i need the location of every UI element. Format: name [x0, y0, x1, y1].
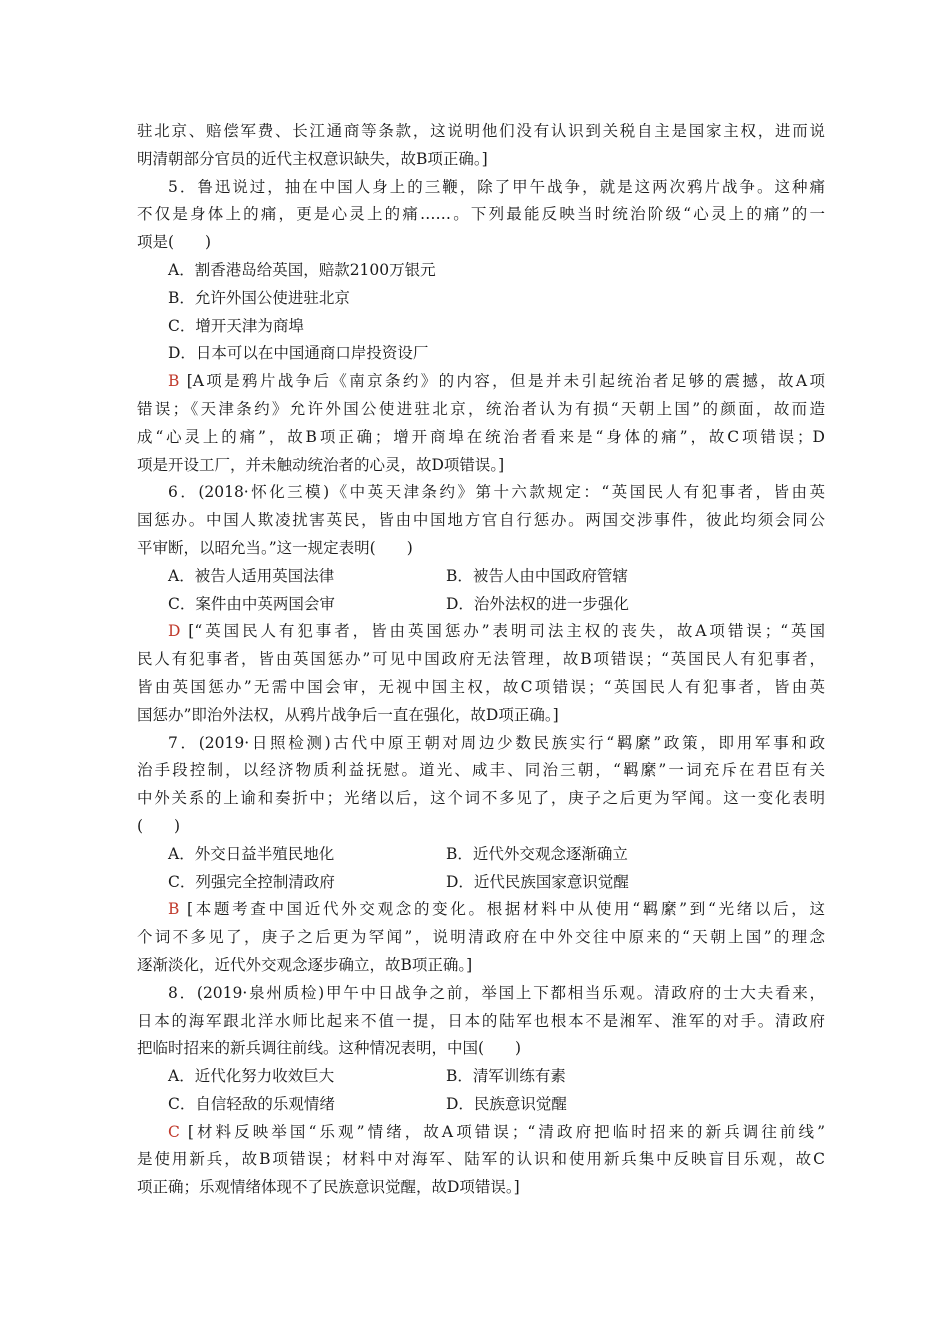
option-b: B．允许外国公使进驻北京	[168, 288, 350, 307]
option-a: A．被告人适用英国法律	[168, 566, 335, 585]
answer-explanation-line: 国惩办”即治外法权，从鸦片战争后一直在强化，故D项正确。]	[137, 705, 559, 724]
answer-explanation-line: 项正确；乐观情绪体现不了民族意识觉醒，故D项错误。]	[137, 1178, 520, 1197]
question-stem-line: 中外关系的上谕和奏折中；光绪以后，这个词不多见了，庚子之后更为罕闻。这一变化表明	[137, 789, 825, 808]
answer-explanation-line: 个词不多见了，庚子之后更为罕闻”，说明清政府在中外交往中原来的“天朝上国”的理念	[137, 928, 825, 947]
question-stem-line: 平审断，以昭允当。”这一规定表明( )	[137, 538, 413, 557]
answer-explanation-line: 皆由英国惩办”无需中国会审，无视中国主权，故C项错误；“英国民人有犯事者，皆由英	[137, 677, 825, 696]
option-d: D．民族意识觉醒	[446, 1094, 567, 1113]
question-stem-line: 项是( )	[137, 233, 212, 252]
option-a: A．外交日益半殖民地化	[168, 844, 335, 863]
intro-line-2: 明清朝部分官员的近代主权意识缺失，故B项正确。]	[137, 149, 488, 168]
option-b: B．被告人由中国政府管辖	[446, 566, 628, 585]
intro-line-1: 驻北京、赔偿军费、长江通商等条款，这说明他们没有认识到关税自主是国家主权，进而说	[137, 122, 825, 140]
question-stem-line: 国惩办。中国人欺凌扰害英民，皆由中国地方官自行惩办。两国交涉事件，彼此均须会同公	[137, 511, 825, 530]
question-stem-line: 8．(2019·泉州质检)甲午中日战争之前，举国上下都相当乐观。清政府的士大夫看来，	[168, 983, 825, 1002]
option-a: A．近代化努力收效巨大	[168, 1067, 335, 1086]
option-row	[137, 563, 825, 591]
option-row	[137, 841, 825, 869]
answer-explanation-line: 逐渐淡化，近代外交观念逐步确立，故B项正确。]	[137, 955, 473, 974]
question-stem-line: 日本的海军跟北洋水师比起来不值一提，日本的陆军也根本不是湘军、淮军的对手。清政府	[137, 1011, 825, 1030]
option-c: C．列强完全控制清政府	[168, 872, 335, 891]
answer-explanation-line: D [“英国民人有犯事者，皆由英国惩办”表明司法主权的丧失，故A项错误；“英国	[168, 622, 825, 641]
option-row	[137, 1063, 825, 1091]
option-c: C．案件由中英两国会审	[168, 594, 335, 613]
option-c: C．增开天津为商埠	[168, 316, 304, 335]
answer-explanation-line: B [本题考查中国近代外交观念的变化。根据材料中从使用“羁縻”到“光绪以后，这	[168, 900, 825, 919]
answer-letter: D	[168, 622, 181, 641]
option-c: C．自信轻敌的乐观情绪	[168, 1094, 335, 1113]
answer-explanation-line: 成“心灵上的痛”，故B项正确；增开商埠在统治者看来是“身体的痛”，故C项错误；D	[137, 427, 825, 446]
option-row	[137, 1091, 825, 1119]
answer-explanation-line: 错误；《天津条约》允许外国公使进驻北京，统治者认为有损“天朝上国”的颜面，故而造	[137, 399, 825, 418]
option-a: A．割香港岛给英国，赔款2100万银元	[168, 260, 436, 279]
question-stem-line: 把临时招来的新兵调往前线。这种情况表明，中国( )	[137, 1039, 522, 1058]
question-stem-line: 6．(2018·怀化三模)《中英天津条约》第十六款规定：“英国民人有犯事者，皆由英	[168, 483, 825, 502]
answer-explanation-line: B [A项是鸦片战争后《南京条约》的内容，但是并未引起统治者足够的震撼，故A项	[168, 372, 825, 391]
question-stem-line: 5．鲁迅说过，抽在中国人身上的三鞭，除了甲午战争，就是这两次鸦片战争。这种痛	[168, 177, 825, 196]
question-stem-line: 不仅是身体上的痛，更是心灵上的痛……。下列最能反映当时统治阶级“心灵上的痛”的一	[137, 205, 825, 224]
question-6	[137, 479, 825, 729]
option-d: D．近代民族国家意识觉醒	[446, 872, 629, 891]
option-row	[137, 869, 825, 897]
question-stem-line: 7．(2019·日照检测)古代中原王朝对周边少数民族实行“羁縻”政策，即用军事和政	[168, 733, 825, 752]
question-5	[137, 174, 825, 480]
answer-letter: B	[168, 372, 180, 391]
option-row	[137, 591, 825, 619]
answer-explanation-line: 是使用新兵，故B项错误；材料中对海军、陆军的认识和使用新兵集中反映盲目乐观，故C	[137, 1150, 825, 1169]
question-stem-line: ( )	[137, 816, 181, 835]
question-8	[137, 980, 825, 1202]
option-d: D．日本可以在中国通商口岸投资设厂	[168, 344, 429, 363]
question-7	[137, 730, 825, 980]
answer-letter: B	[168, 900, 180, 919]
document-page	[137, 118, 825, 1202]
question-stem-line: 治手段控制，以经济物质利益抚慰。道光、咸丰、同治三朝，“羁縻”一词充斥在君臣有关	[137, 761, 825, 780]
option-b: B．近代外交观念逐渐确立	[446, 844, 628, 863]
option-d: D．治外法权的进一步强化	[446, 594, 629, 613]
answer-explanation-line: 民人有犯事者，皆由英国惩办”可见中国政府无法管理，故B项错误；“英国民人有犯事者，	[137, 650, 825, 669]
answer-explanation-line: 项是开设工厂，并未触动统治者的心灵，故D项错误。]	[137, 455, 505, 474]
answer-letter: C	[168, 1122, 180, 1141]
answer-explanation-line: C [材料反映举国“乐观”情绪，故A项错误；“清政府把临时招来的新兵调往前线”	[168, 1122, 825, 1141]
option-b: B．清军训练有素	[446, 1067, 566, 1086]
